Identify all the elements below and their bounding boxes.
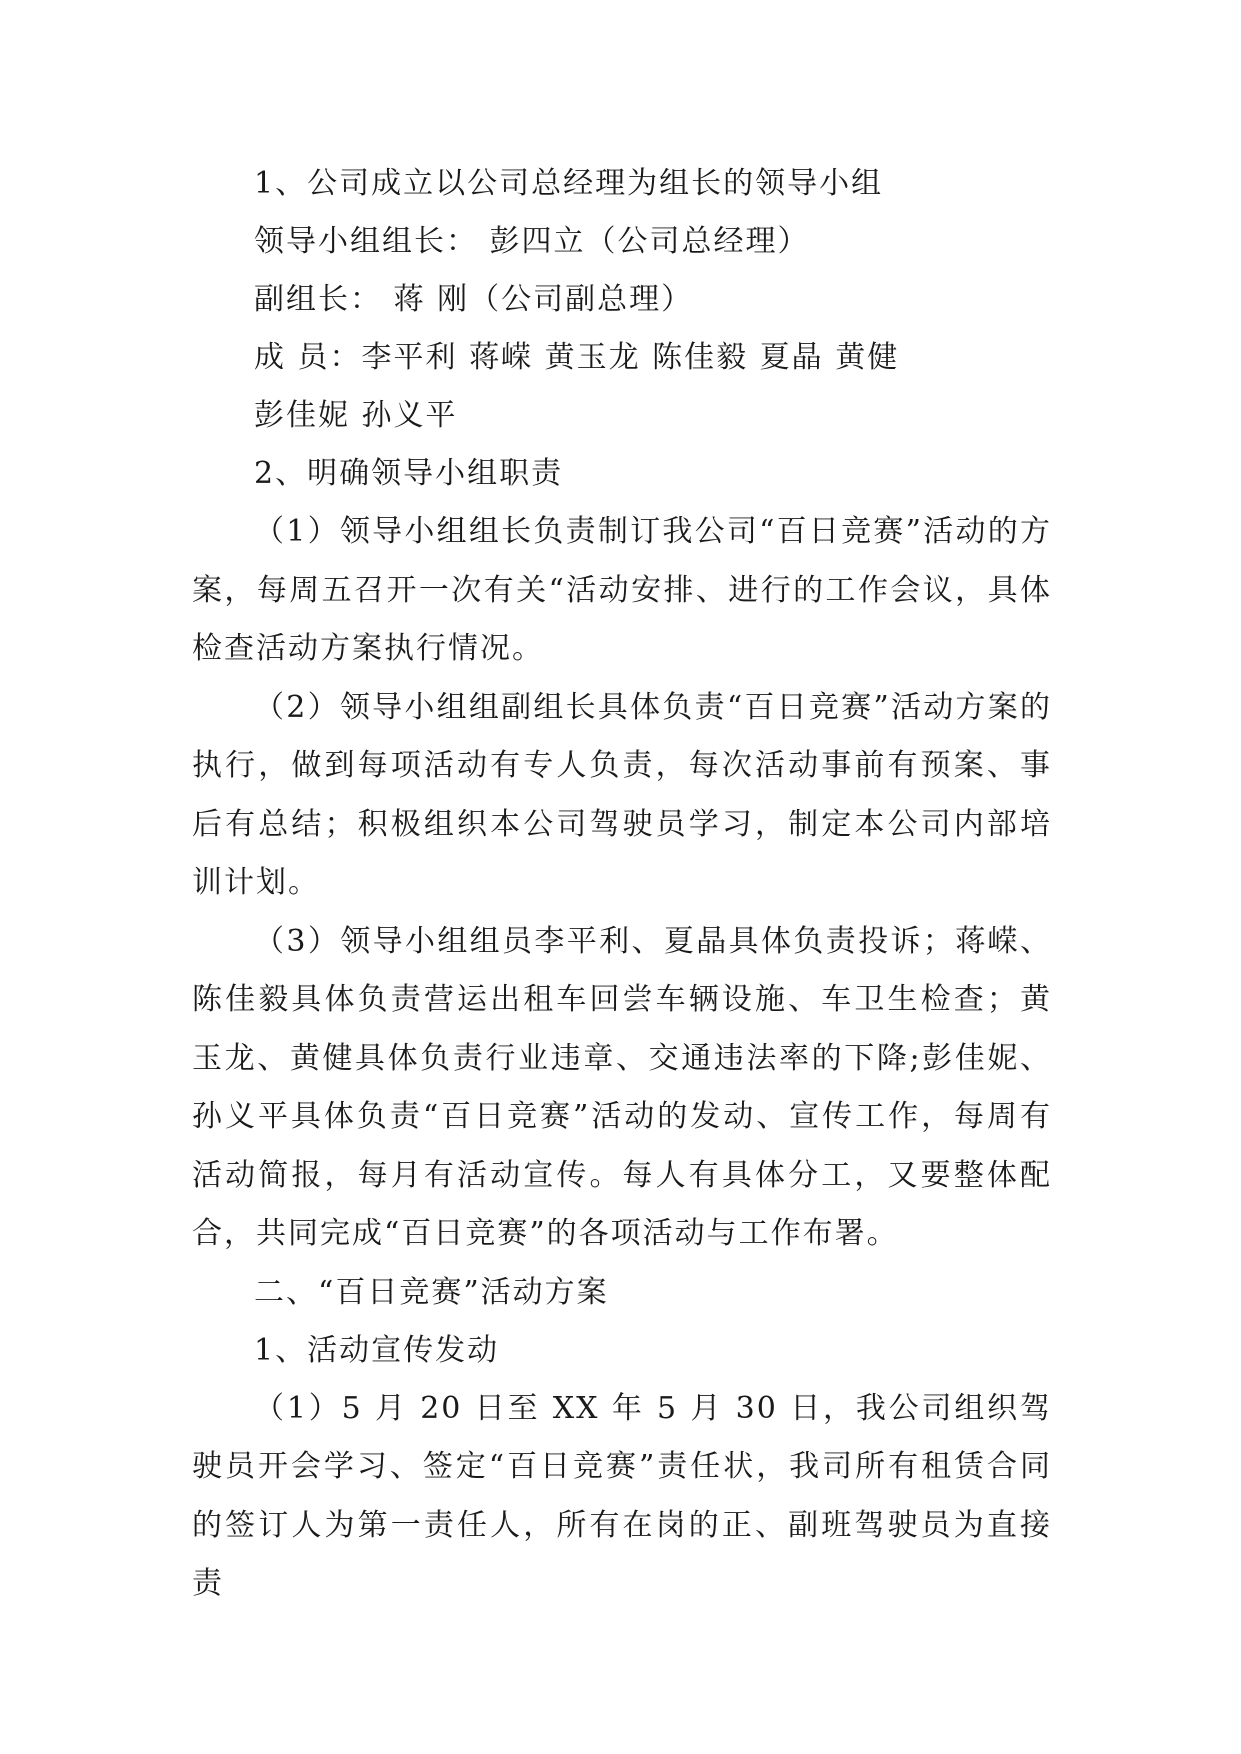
item-responsibilities: 2、明确领导小组职责 [254, 456, 564, 491]
subsection-heading: 1、活动宣传发动 [254, 1332, 500, 1368]
item-leadership-group: 1、公司成立以公司总经理为组长的领导小组 [254, 166, 884, 201]
paragraph-publicity: （1）5 月 20 日至 XX 年 5 月 30 日，我公司组织驾驶员开会学习、签定“百日竞赛”责任状，我司所有租赁合同的签订人为第一责任人，所有在岗的正、副班驾驶员为直接责 [192, 1390, 1052, 1601]
paragraph-leader-duty: （1）领导小组组长负责制订我公司“百日竞赛”活动的方案，每周五召开一次有关“活动安排、进行的工作会议，具体检查活动方案执行情况。 [192, 514, 1052, 666]
members-line: 成 员：李平利 蒋嵘 黄玉龙 陈佳毅 夏晶 黄健 [254, 340, 900, 375]
section-heading: 二、“百日竞赛”活动方案 [254, 1274, 609, 1310]
deputy-leader-line: 副组长： 蒋 刚（公司副总理） [254, 282, 694, 317]
paragraph-deputy-duty: （2）领导小组组副组长具体负责“百日竞赛”活动方案的执行，做到每项活动有专人负责，每次活动事前有预案、事后有总结；积极组织本公司驾驶员学习，制定本公司内部培训计划。 [192, 689, 1052, 900]
group-leader-line: 领导小组组长： 彭四立（公司总经理） [254, 224, 810, 259]
paragraph-member-duty: （3）领导小组组员李平利、夏晶具体负责投诉；蒋嵘、陈佳毅具体负责营运出租车回尝车辆设施、车卫生检查；黄玉龙、黄健具体负责行业违章、交通违法率的下降;彭佳妮、孙义平具体负责“百日竞赛”活动的发动、宣传工作，每周有活动简报，每月有活动宣传。每人有具体分工，又要整体配合，共同完成“百日竞赛”的各项活动与工作布署。 [192, 923, 1052, 1251]
document-body [192, 155, 1052, 1614]
members-line-continued: 彭佳妮 孙义平 [254, 398, 458, 433]
